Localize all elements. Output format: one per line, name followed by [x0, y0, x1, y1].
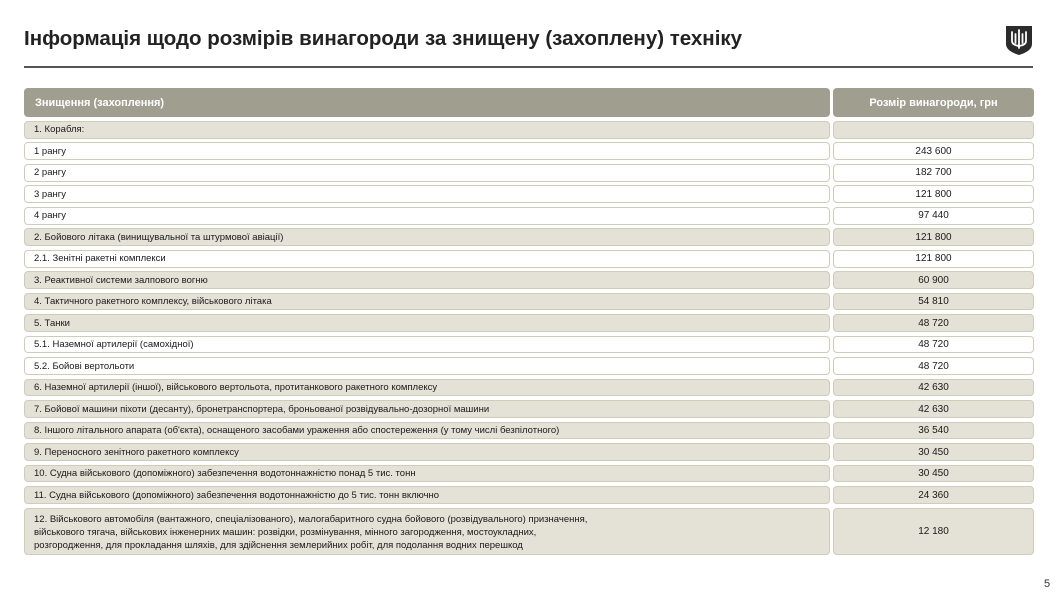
- row-value: [833, 121, 1034, 139]
- table-row: [24, 379, 1034, 397]
- row-value: 182 700: [833, 164, 1034, 182]
- table-header: [24, 88, 1034, 117]
- trident-shield-icon: [1004, 24, 1034, 56]
- row-label: 5.1. Наземної артилерії (самохідної): [24, 336, 830, 354]
- row-label: 10. Судна військового (допоміжного) забезпечення водотоннажністю понад 5 тис. тонн: [24, 465, 830, 483]
- table-row: [24, 271, 1034, 289]
- row-value: 243 600: [833, 142, 1034, 160]
- table-row: [24, 336, 1034, 354]
- row-value: 12 180: [833, 508, 1034, 555]
- row-label: 2. Бойового літака (винищувальної та штурмової авіації): [24, 228, 830, 246]
- table-body: [24, 121, 1034, 555]
- row-value: 36 540: [833, 422, 1034, 440]
- page-title: Інформація щодо розмірів винагороди за знищену (захоплену) техніку: [24, 27, 743, 50]
- row-value: 121 800: [833, 228, 1034, 246]
- row-label: 9. Переносного зенітного ракетного комплексу: [24, 443, 830, 461]
- table-row: [24, 164, 1034, 182]
- row-label: 4 рангу: [24, 207, 830, 225]
- row-value: 42 630: [833, 400, 1034, 418]
- row-value: 54 810: [833, 293, 1034, 311]
- table-row: [24, 142, 1034, 160]
- table-row: [24, 121, 1034, 139]
- header-destruction: Знищення (захоплення): [24, 88, 830, 117]
- row-value: 97 440: [833, 207, 1034, 225]
- row-value: 60 900: [833, 271, 1034, 289]
- table-row: [24, 293, 1034, 311]
- reward-table: [24, 88, 1034, 559]
- title-divider: [24, 66, 1033, 68]
- row-label: 12. Військового автомобіля (вантажного, спеціалізованого), малогабаритного судна бойового (розвідувального) призначення, військового тягача, військових інженерних машин: розвідки, розмінування, мінного загородження, мостоукладних, розгородження, для прокладання шляхів, для здійснення землерийних робіт, для подолання водних перешкод: [24, 508, 830, 555]
- row-value: 48 720: [833, 336, 1034, 354]
- row-value: 30 450: [833, 465, 1034, 483]
- table-row: [24, 250, 1034, 268]
- table-row: [24, 185, 1034, 203]
- table-row: [24, 508, 1034, 555]
- table-row: [24, 486, 1034, 504]
- table-row: [24, 207, 1034, 225]
- table-row: [24, 443, 1034, 461]
- row-label: 7. Бойової машини піхоти (десанту), бронетранспортера, броньованої розвідувально-дозорної машини: [24, 400, 830, 418]
- row-value: 42 630: [833, 379, 1034, 397]
- header-reward: Розмір винагороди, грн: [833, 88, 1034, 117]
- table-row: [24, 357, 1034, 375]
- row-value: 121 800: [833, 250, 1034, 268]
- row-label: 5. Танки: [24, 314, 830, 332]
- row-value: 30 450: [833, 443, 1034, 461]
- row-value: 24 360: [833, 486, 1034, 504]
- table-row: [24, 400, 1034, 418]
- row-label: 11. Судна військового (допоміжного) забезпечення водотоннажністю до 5 тис. тонн включно: [24, 486, 830, 504]
- row-label: 2 рангу: [24, 164, 830, 182]
- row-label: 8. Іншого літального апарата (об'єкта), оснащеного засобами ураження або спостереження (у тому числі безпілотного): [24, 422, 830, 440]
- table-row: [24, 422, 1034, 440]
- row-label: 4. Тактичного ракетного комплексу, військового літака: [24, 293, 830, 311]
- row-label: 6. Наземної артилерії (іншої), військового вертольота, протитанкового ракетного комплексу: [24, 379, 830, 397]
- row-value: 48 720: [833, 357, 1034, 375]
- table-row: [24, 228, 1034, 246]
- table-row: [24, 465, 1034, 483]
- row-label: 5.2. Бойові вертольоти: [24, 357, 830, 375]
- row-label: 1 рангу: [24, 142, 830, 160]
- row-label: 1. Корабля:: [24, 121, 830, 139]
- row-value: 48 720: [833, 314, 1034, 332]
- table-row: [24, 314, 1034, 332]
- row-label: 2.1. Зенітні ракетні комплекси: [24, 250, 830, 268]
- row-label: 3. Реактивної системи залпового вогню: [24, 271, 830, 289]
- page-number: 5: [1044, 578, 1051, 590]
- row-value: 121 800: [833, 185, 1034, 203]
- row-label: 3 рангу: [24, 185, 830, 203]
